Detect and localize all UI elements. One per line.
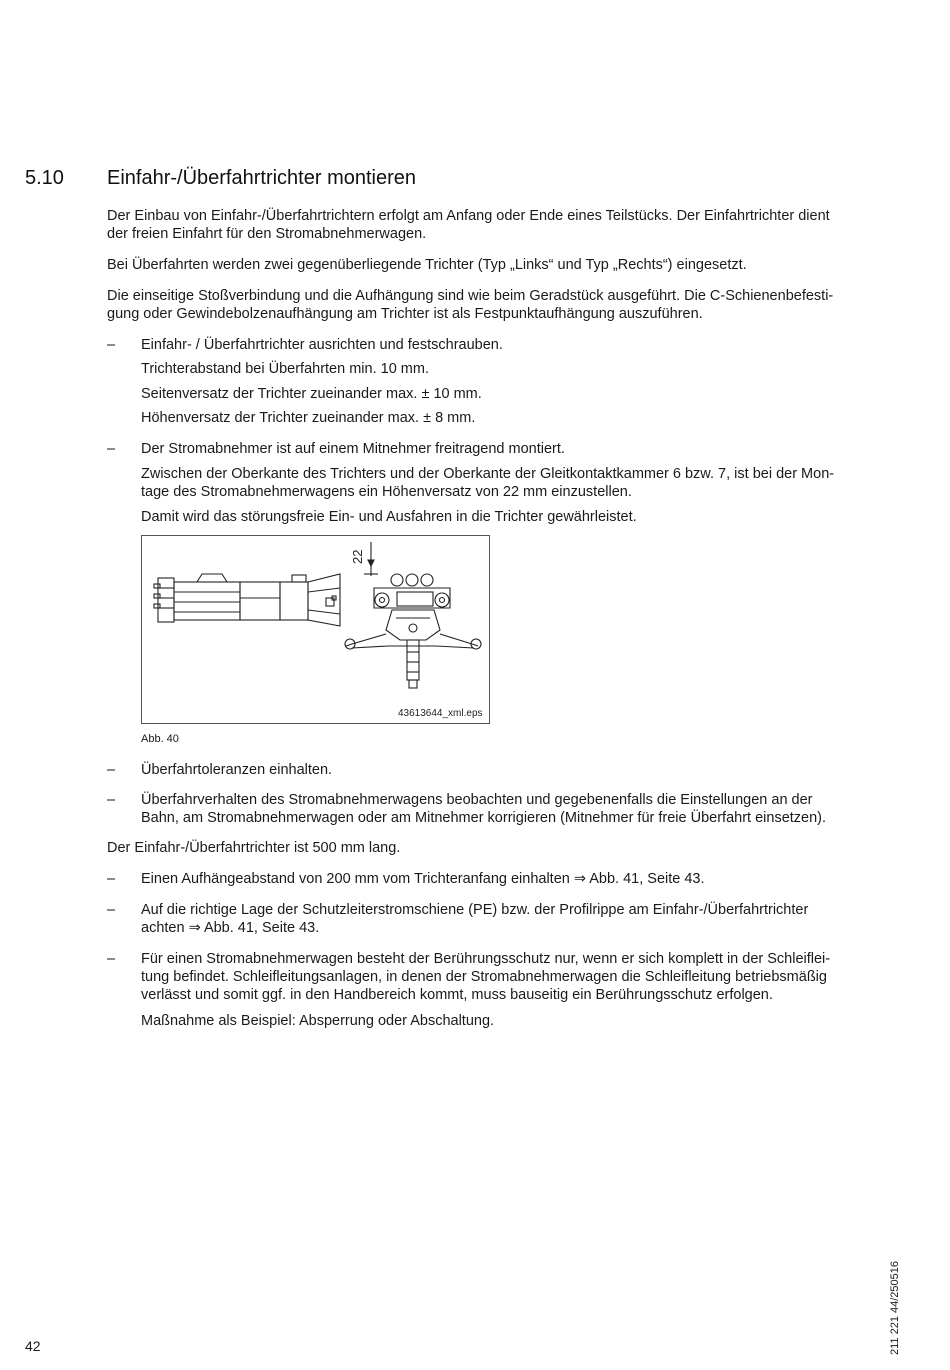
text-line: Überfahrverhalten des Stromabnehmerwagens beobachten und gegebenenfalls die Einstellungen an der — [141, 792, 813, 808]
text-line: verlässt und somit ggf. in den Handbereich kommt, muss bauseitig ein Berührungsschutz erfolgen. — [141, 987, 773, 1003]
figure-caption: Abb. 40 — [141, 733, 179, 745]
list-item — [141, 901, 877, 937]
list-dash: – — [107, 902, 116, 918]
list-subtext: Höhenversatz der Trichter zueinander max. ± 8 mm. — [141, 410, 476, 426]
list-dash: – — [107, 792, 116, 808]
overpass-paragraph — [107, 256, 877, 274]
text-line: Die einseitige Stoßverbindung und die Aufhängung sind wie beim Geradstück ausgeführt. Die C-Schienenbefesti- — [107, 288, 834, 304]
list-item — [141, 791, 877, 827]
text-line: Bahn, am Stromabnehmerwagen oder am Mitnehmer korrigieren (Mitnehmer für freie Überfahrt einsetzen). — [141, 810, 827, 826]
list-dash: – — [107, 337, 116, 353]
list-dash: – — [107, 762, 116, 778]
text-line: Für einen Stromabnehmerwagen besteht der Berührungsschutz nur, wenn er sich komplett in der Schleiflei- — [141, 951, 831, 967]
list-subtext: Seitenversatz der Trichter zueinander max. ± 10 mm. — [141, 386, 482, 402]
joint-paragraph — [107, 287, 877, 323]
text-line: tage des Stromabnehmerwagens ein Höhenversatz von 22 mm einzustellen. — [141, 484, 632, 500]
list-dash: – — [107, 951, 116, 967]
length-paragraph: Der Einfahr-/Überfahrtrichter ist 500 mm lang. — [107, 840, 401, 856]
document-number: 211 221 44/250516 — [889, 1261, 901, 1355]
text-line: Auf die richtige Lage der Schutzleiterstromschiene (PE) bzw. der Profilrippe am Einfahr-/Überfahrtrichter — [141, 902, 809, 918]
section-number: 5.10 — [25, 167, 64, 189]
list-subtext: Trichterabstand bei Überfahrten min. 10 mm. — [141, 361, 429, 377]
text-line: der freien Einfahrt für den Stromabnehmerwagen. — [107, 226, 427, 242]
list-subtext: Damit wird das störungsfreie Ein- und Ausfahren in die Trichter gewährleistet. — [141, 509, 637, 525]
collector-trolley-drawing — [142, 536, 491, 725]
note-text: Maßnahme als Beispiel: Absperrung oder Abschaltung. — [141, 1013, 495, 1029]
list-item — [141, 950, 877, 1004]
list-dash: – — [107, 441, 116, 457]
text-line: gung oder Gewindebolzenaufhängung am Trichter ist als Festpunktaufhängung auszuführen. — [107, 306, 703, 322]
list-item-text: Der Stromabnehmer ist auf einem Mitnehmer freitragend montiert. — [141, 441, 565, 457]
text-line: Bei Überfahrten werden zwei gegenüberliegende Trichter (Typ „Links“ und Typ „Rechts“) eingesetzt. — [107, 257, 747, 273]
list-subtext — [141, 465, 877, 501]
list-item-text: Überfahrtoleranzen einhalten. — [141, 762, 333, 778]
list-item-text: Einfahr- / Überfahrtrichter ausrichten und festschrauben. — [141, 337, 503, 353]
text-line: tung befindet. Schleifleitungsanlagen, in denen der Stromabnehmerwagen die Schleifleitung betriebsmäßig — [141, 969, 827, 985]
page-number: 42 — [25, 1338, 41, 1354]
dimension-label: 22 — [350, 549, 365, 564]
figure-frame — [141, 535, 490, 724]
section-title: Einfahr-/Überfahrtrichter montieren — [107, 167, 417, 189]
text-line: Der Einbau von Einfahr-/Überfahrtrichtern erfolgt am Anfang oder Ende eines Teilstücks. Der Einfahrtrichter dient — [107, 208, 830, 224]
list-item — [141, 336, 877, 354]
figure-file-label: 43613644_xml.eps — [398, 708, 483, 719]
list-item-text: Einen Aufhängeabstand von 200 mm vom Trichteranfang einhalten ⇒ Abb. 41, Seite 43. — [141, 871, 705, 887]
list-dash: – — [107, 871, 116, 887]
text-line: achten ⇒ Abb. 41, Seite 43. — [141, 920, 320, 936]
text-line: Zwischen der Oberkante des Trichters und der Oberkante der Gleitkontaktkammer 6 bzw. 7, ist bei der Mon- — [141, 466, 835, 482]
intro-paragraph — [107, 207, 877, 243]
